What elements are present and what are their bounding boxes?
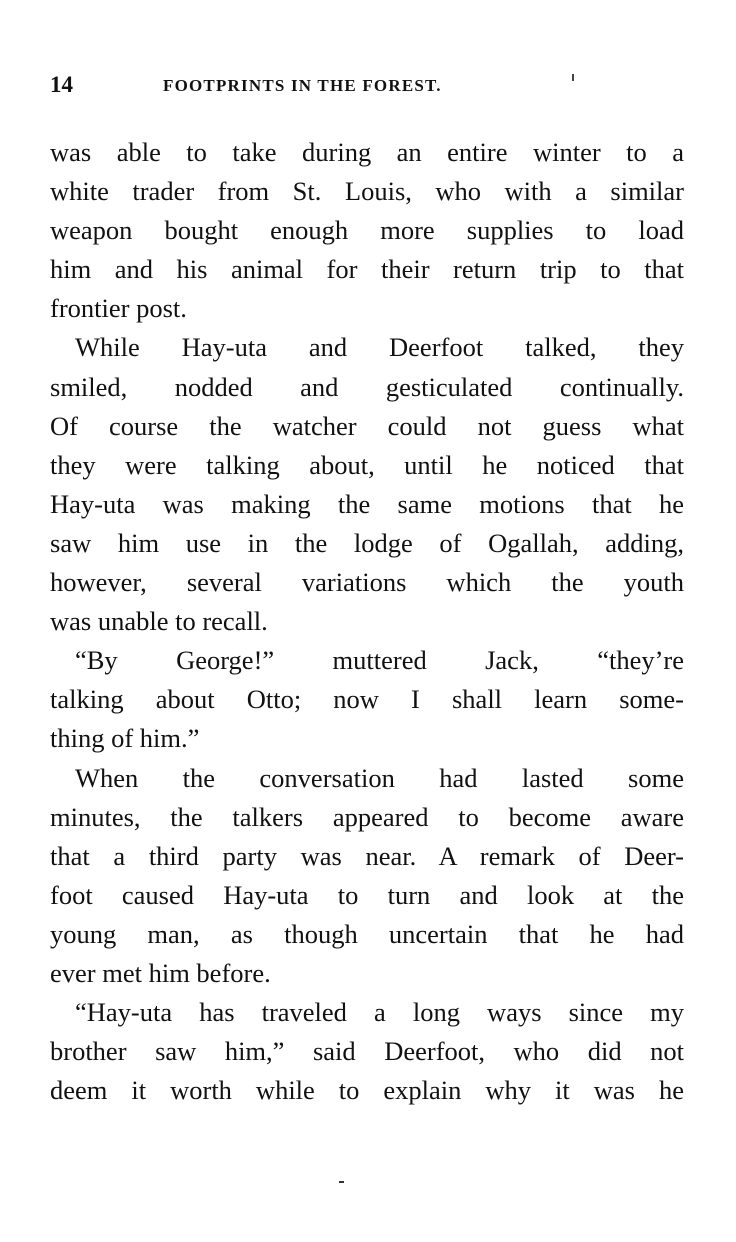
text-line: young man, as though uncertain that he had bbox=[50, 918, 684, 949]
text-line: frontier post. bbox=[50, 293, 187, 324]
text-line: was unable to recall. bbox=[50, 606, 268, 637]
text-line: “Hay-uta has traveled a long ways since my bbox=[75, 997, 684, 1028]
text-line: minutes, the talkers appeared to become aware bbox=[50, 801, 684, 832]
text-line: deem it worth while to explain why it was he bbox=[50, 1075, 684, 1106]
text-line: they were talking about, until he noticed that bbox=[50, 449, 684, 480]
paragraph bbox=[50, 133, 684, 328]
text-line: smiled, nodded and gesticulated continually. bbox=[50, 371, 684, 402]
text-line: “By George!” muttered Jack, “they’re bbox=[75, 645, 684, 676]
text-line: While Hay-uta and Deerfoot talked, they bbox=[75, 332, 684, 363]
print-speck bbox=[339, 1181, 344, 1183]
text-line: was able to take during an entire winter to a bbox=[50, 137, 684, 167]
text-line: him and his animal for their return trip to that bbox=[50, 254, 684, 285]
text-line: that a third party was near. A remark of Deer- bbox=[50, 840, 684, 871]
page-number: 14 bbox=[50, 72, 73, 97]
page-header bbox=[50, 72, 684, 104]
text-line: weapon bought enough more supplies to load bbox=[50, 215, 684, 246]
paragraph bbox=[50, 641, 684, 758]
text-line: Of course the watcher could not guess what bbox=[50, 410, 684, 441]
paragraph bbox=[50, 328, 684, 641]
paragraph bbox=[50, 993, 684, 1110]
text-line: Hay-uta was making the same motions that he bbox=[50, 488, 684, 519]
text-line: white trader from St. Louis, who with a similar bbox=[50, 176, 684, 207]
paragraph bbox=[50, 759, 684, 994]
text-line: however, several variations which the youth bbox=[50, 567, 684, 598]
text-line: saw him use in the lodge of Ogallah, adding, bbox=[50, 527, 684, 558]
text-line: ever met him before. bbox=[50, 957, 271, 988]
text-line: brother saw him,” said Deerfoot, who did not bbox=[50, 1036, 684, 1067]
text-line: thing of him.” bbox=[50, 723, 200, 754]
text-line: talking about Otto; now I shall learn some- bbox=[50, 684, 684, 715]
print-speck bbox=[572, 74, 574, 81]
body-text bbox=[50, 133, 684, 1110]
running-title: FOOTPRINTS IN THE FOREST. bbox=[163, 76, 442, 95]
text-line: When the conversation had lasted some bbox=[75, 762, 684, 793]
text-line: foot caused Hay-uta to turn and look at the bbox=[50, 879, 684, 910]
